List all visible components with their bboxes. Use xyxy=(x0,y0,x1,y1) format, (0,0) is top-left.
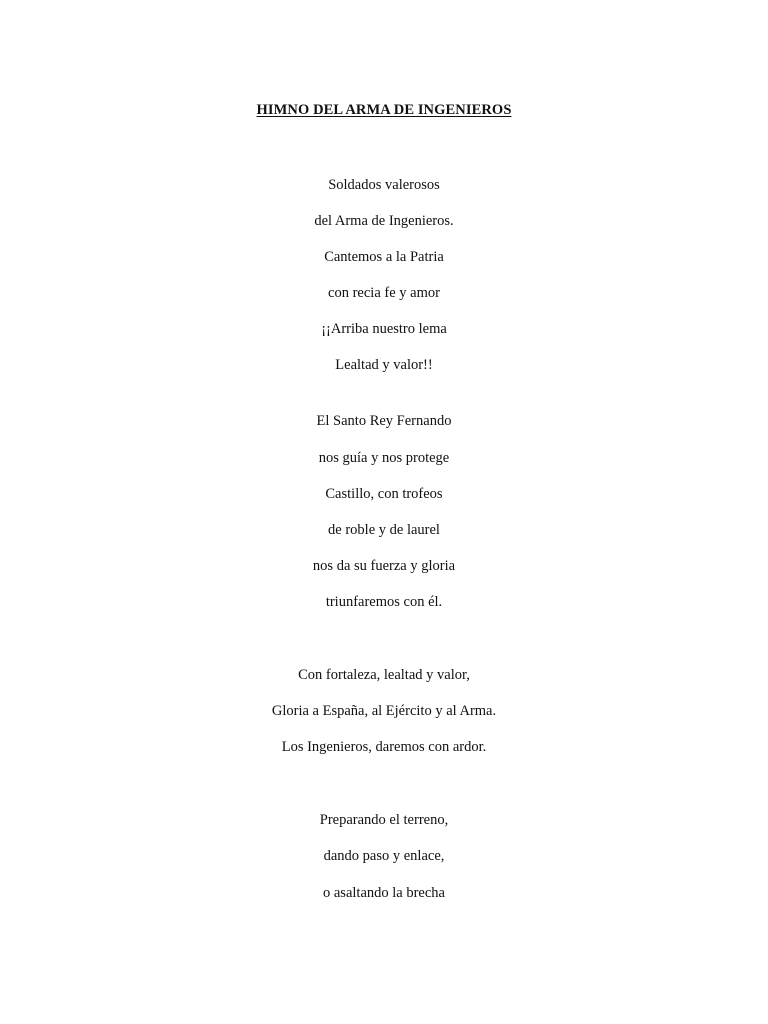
verse-line: nos da su fuerza y gloria xyxy=(312,558,456,574)
verse-line: nos guía y nos protege xyxy=(318,450,450,466)
verse-line: dando paso y enlace, xyxy=(323,848,445,864)
verse-line: triunfaremos con él. xyxy=(325,594,443,610)
verse-line: Gloria a España, al Ejército y al Arma. xyxy=(271,703,497,719)
verse-line: Soldados valerosos xyxy=(328,177,440,193)
verse-line: o asaltando la brecha xyxy=(323,885,445,901)
verse-line: Lealtad y valor!! xyxy=(335,357,433,373)
verse-line: del Arma de Ingenieros. xyxy=(314,213,454,229)
verse-line: Preparando el terreno, xyxy=(319,812,449,828)
verse-line: con recia fe y amor xyxy=(328,285,440,301)
verse-line: ¡¡Arriba nuestro lema xyxy=(321,321,447,337)
verse-line: de roble y de laurel xyxy=(328,522,440,538)
verse-line: El Santo Rey Fernando xyxy=(316,413,452,429)
anthem-title: HIMNO DEL ARMA DE INGENIEROS xyxy=(256,102,512,118)
verse-line: Castillo, con trofeos xyxy=(325,486,443,502)
verse-line: Con fortaleza, lealtad y valor, xyxy=(298,667,470,683)
verse-line: Cantemos a la Patria xyxy=(324,249,444,265)
verse-line: Los Ingenieros, daremos con ardor. xyxy=(281,739,487,755)
